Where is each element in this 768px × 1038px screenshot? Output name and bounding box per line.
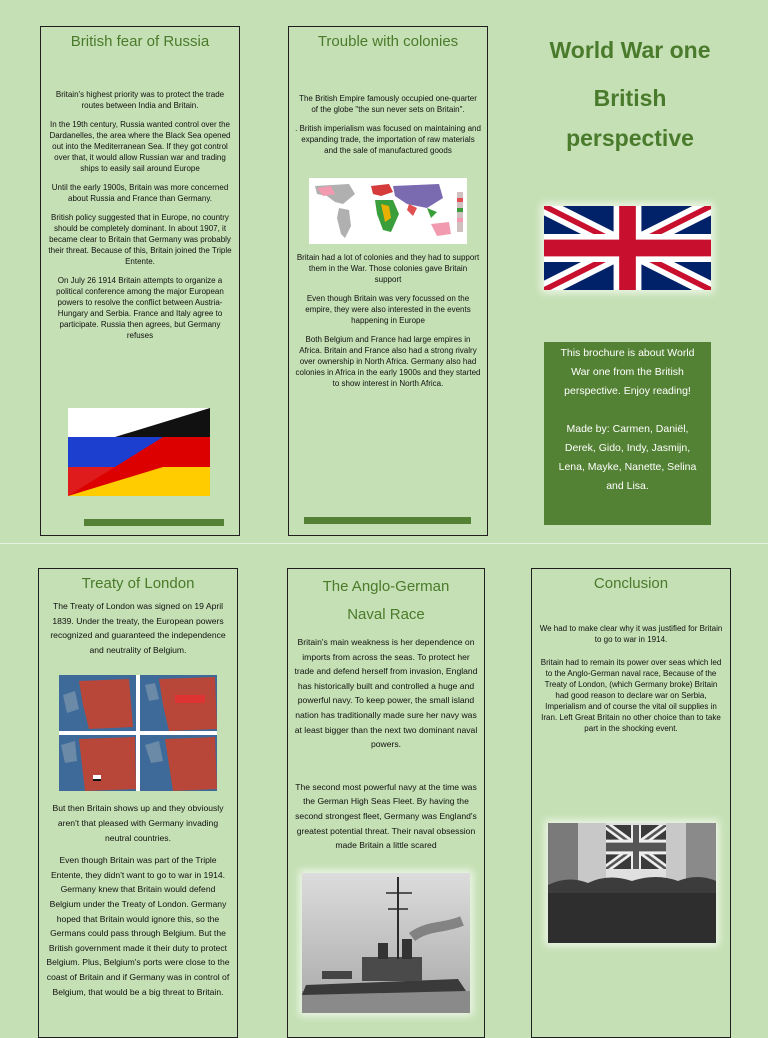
panel-british-fear-of-russia bbox=[40, 26, 240, 536]
paragraph: But then Britain shows up and they obviously aren't that pleased with Germany invading neutral countries. bbox=[52, 803, 224, 843]
title-line: perspective bbox=[566, 125, 694, 151]
russia-germany-flag-image bbox=[68, 408, 210, 496]
paragraph: Britain's highest priority was to protect the trade routes between India and Britain. bbox=[55, 90, 225, 110]
crowd-with-union-jack-photo-image bbox=[548, 823, 716, 943]
paragraph: We had to make clear why it was justified for Britain to go to war in 1914. bbox=[539, 624, 723, 644]
panel-treaty-of-london bbox=[38, 568, 238, 1038]
paragraph: The Treaty of London was signed on 19 April 1839. Under the treaty, the European powers recognized and guaranteed the independence and neutrality of Belgium. bbox=[50, 601, 226, 655]
title-line: World War one bbox=[549, 37, 711, 63]
paragraph: On July 26 1914 Britain attempts to organize a political conference among the major European powers to resolve the conflict between Austria-Hungary and Serbia. France and Italy agree to participate. Russia then agrees, but Germany refuses bbox=[56, 276, 224, 340]
panel-title-line: The Anglo-German bbox=[322, 578, 450, 595]
panel-title: Trouble with colonies bbox=[317, 33, 459, 50]
panel-title: Treaty of London bbox=[81, 575, 195, 592]
paragraph: . British imperialism was focused on maintaining and expanding trade, the importation of raw materials and the sale of manufactured goods bbox=[295, 124, 481, 155]
paragraph: Even though Britain was very focussed on the empire, they were also interested in the events happening in Europe bbox=[305, 294, 471, 325]
page-fold-divider bbox=[0, 543, 768, 544]
panel-title-line: Naval Race bbox=[347, 606, 425, 623]
paragraph: Even though Britain was part of the Triple Entente, they didn't want to go to war in 1914. Germany knew that Britain would defend Belgium under the Treaty of London. Germany hoped that Britain would ignore this, so the Germans could pass through Belgium. But the British government made it their duty to protect Belgium. Plus, Belgium's ports were close to the coast of Britain and if Germany was in control of Belgium, that would be a big threat to Britain. bbox=[46, 855, 230, 997]
authors-text: Made by: Carmen, Daniël, Derek, Gido, Indy, Jasmijn, Lena, Mayke, Nanette, Selina and Lisa. bbox=[558, 423, 697, 492]
battleship-photo-image bbox=[302, 873, 470, 1013]
invasion-map-image bbox=[59, 675, 217, 791]
paragraph: Until the early 1900s, Britain was more concerned about Russia and France than Germany. bbox=[51, 183, 229, 203]
union-jack-flag-image bbox=[544, 206, 711, 290]
panel-title: British fear of Russia bbox=[70, 33, 210, 50]
panel-anglo-german-naval-race bbox=[287, 568, 485, 1038]
panel-conclusion bbox=[531, 568, 731, 1038]
brochure-info-box bbox=[544, 342, 711, 525]
decorative-bar bbox=[84, 519, 224, 526]
paragraph: In the 19th century, Russia wanted control over the Dardanelles, the area where the Black Sea opened out into the Mediterranean Sea. If they got control over that, it would allow Russian war and trading ships to easily sail around Europe bbox=[49, 120, 231, 173]
paragraph: Britain had a lot of colonies and they had to support them in the War. Those colonies gave Britain support bbox=[296, 253, 480, 284]
title-line: British bbox=[593, 85, 667, 111]
paragraph: British policy suggested that in Europe, no country should be completely dominant. In about 1907, it became clear to Britain that Germany was probably their threat. Because of this, Britain joined the Triple Entente. bbox=[48, 213, 232, 266]
british-empire-world-map-image bbox=[309, 178, 467, 244]
panel-title: Conclusion bbox=[593, 575, 669, 592]
paragraph: Britain's main weakness is her dependence on imports from across the seas. To protect her trade and defend herself from invasion, England has historically built and controlled a huge and powerful navy. To keep power, the small island nation has traditionally made sure her navy was at least bigger than the next two dominant naval powers. bbox=[294, 637, 478, 750]
paragraph: The British Empire famously occupied one-quarter of the globe "the sun never sets on Britain". bbox=[299, 94, 477, 114]
intro-text: This brochure is about World War one from the British perspective. Enjoy reading! bbox=[560, 347, 695, 397]
decorative-bar bbox=[304, 517, 471, 524]
paragraph: Both Belgium and France had large empires in Africa. Britain and France also had a strong rivalry over ownership in North Africa. Germany also had colonies in Africa in the early 1900s and they started to show interest in North Africa. bbox=[295, 335, 481, 388]
paragraph: The second most powerful navy at the time was the German High Seas Fleet. By having the second strongest fleet, Germany was England's greatest potential threat. Their naval obsession made Britain a little scared bbox=[295, 781, 477, 851]
brochure-title bbox=[520, 30, 740, 158]
panel-trouble-with-colonies bbox=[288, 26, 488, 536]
paragraph: Britain had to remain its power over seas which led to the Anglo-German naval race, Because of the Treaty of London, (which Germany broke) Britain had good reason to declare war on Serbia, Imperialism and of course the vital oil supplies in Iran. Left Great Britain no other choice than to take part in the shocking event. bbox=[540, 658, 722, 733]
